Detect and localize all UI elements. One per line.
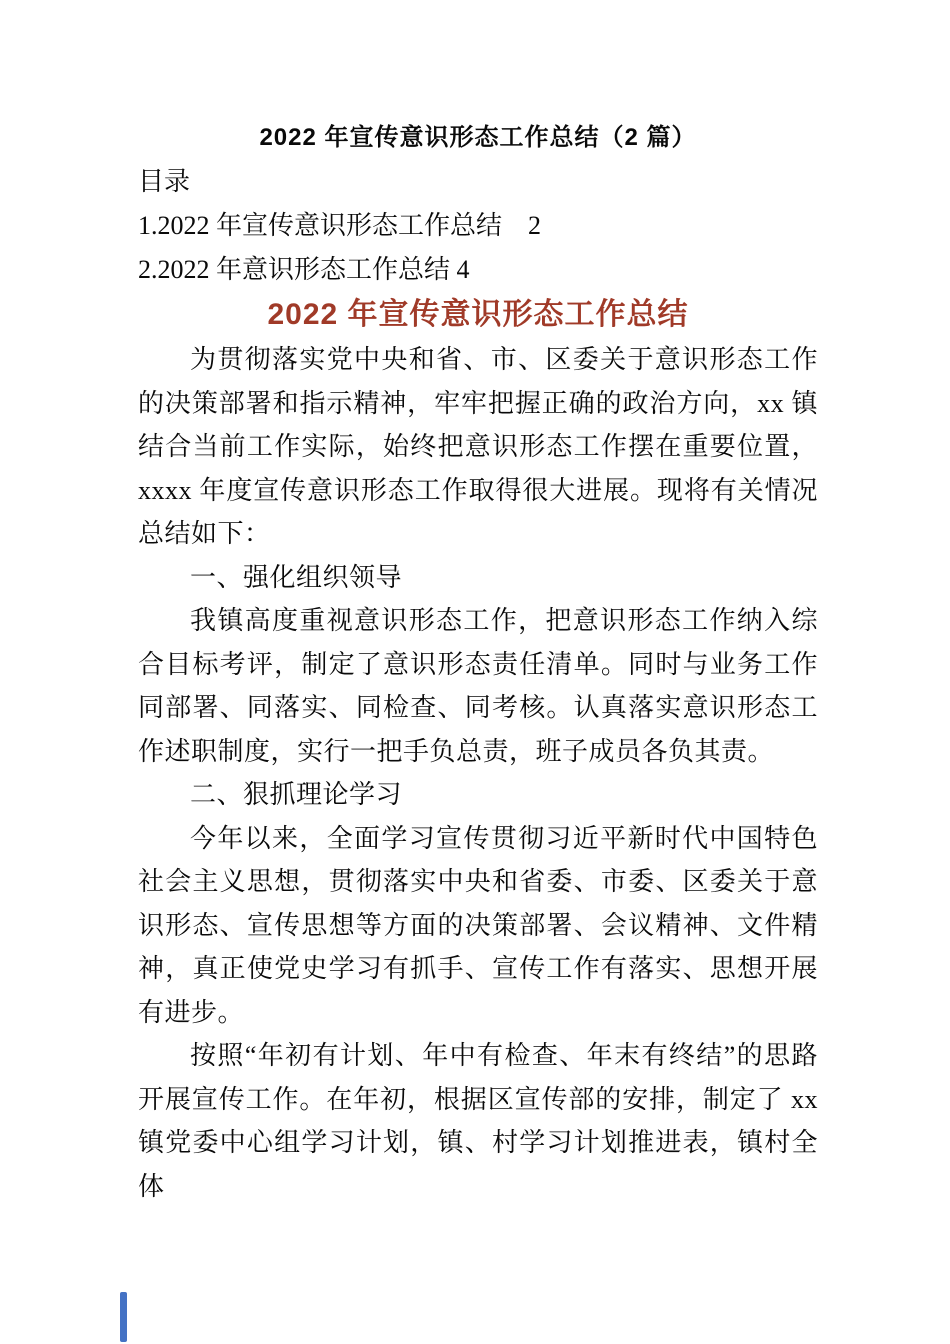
toc-item-1: 1.2022 年宣传意识形态工作总结 2 — [138, 211, 542, 240]
document-title: 2022 年宣传意识形态工作总结（2 篇） — [259, 124, 697, 151]
paragraph-section-1: 我镇高度重视意识形态工作，把意识形态工作纳入综合目标考评，制定了意识形态责任清单。同时与业务工作同部署、同落实、同检查、同考核。认真落实意识形态工作述职制度，实行一把手负总责，班子成员各负其责。 — [138, 606, 818, 766]
toc-item-2: 2.2022 年意识形态工作总结 4 — [138, 255, 470, 284]
heading-section-2: 二、狠抓理论学习 — [190, 780, 403, 809]
table-of-contents — [138, 160, 818, 292]
heading-section-1: 一、强化组织领导 — [190, 562, 403, 592]
paragraph-section-2: 今年以来，全面学习宣传贯彻习近平新时代中国特色社会主义思想，贯彻落实中央和省委、市委、区委关于意识形态、宣传思想等方面的决策部署、会议精神、文件精神，真正使党史学习有抓手、宣传工作有落实、思想开展有进步。 — [138, 823, 818, 1027]
paragraph-section-2b: 按照“年初有计划、年中有检查、年末有终结”的思路开展宣传工作。在年初，根据区宣传部的安排，制定了 xx 镇党委中心组学习计划，镇、村学习计划推进表，镇村全体 — [138, 1041, 818, 1201]
paragraph-intro: 为贯彻落实党中央和省、市、区委关于意识形态工作的决策部署和指示精神，牢牢把握正确的政治方向，xx 镇结合当前工作实际，始终把意识形态工作摆在重要位置，xxxx 年度宣传意识形态工作取得很大进展。现将有关情况总结如下： — [138, 345, 818, 548]
blue-marker — [120, 1292, 127, 1342]
section-title: 2022 年宣传意识形态工作总结 — [267, 298, 689, 331]
toc-label: 目录 — [138, 167, 191, 196]
